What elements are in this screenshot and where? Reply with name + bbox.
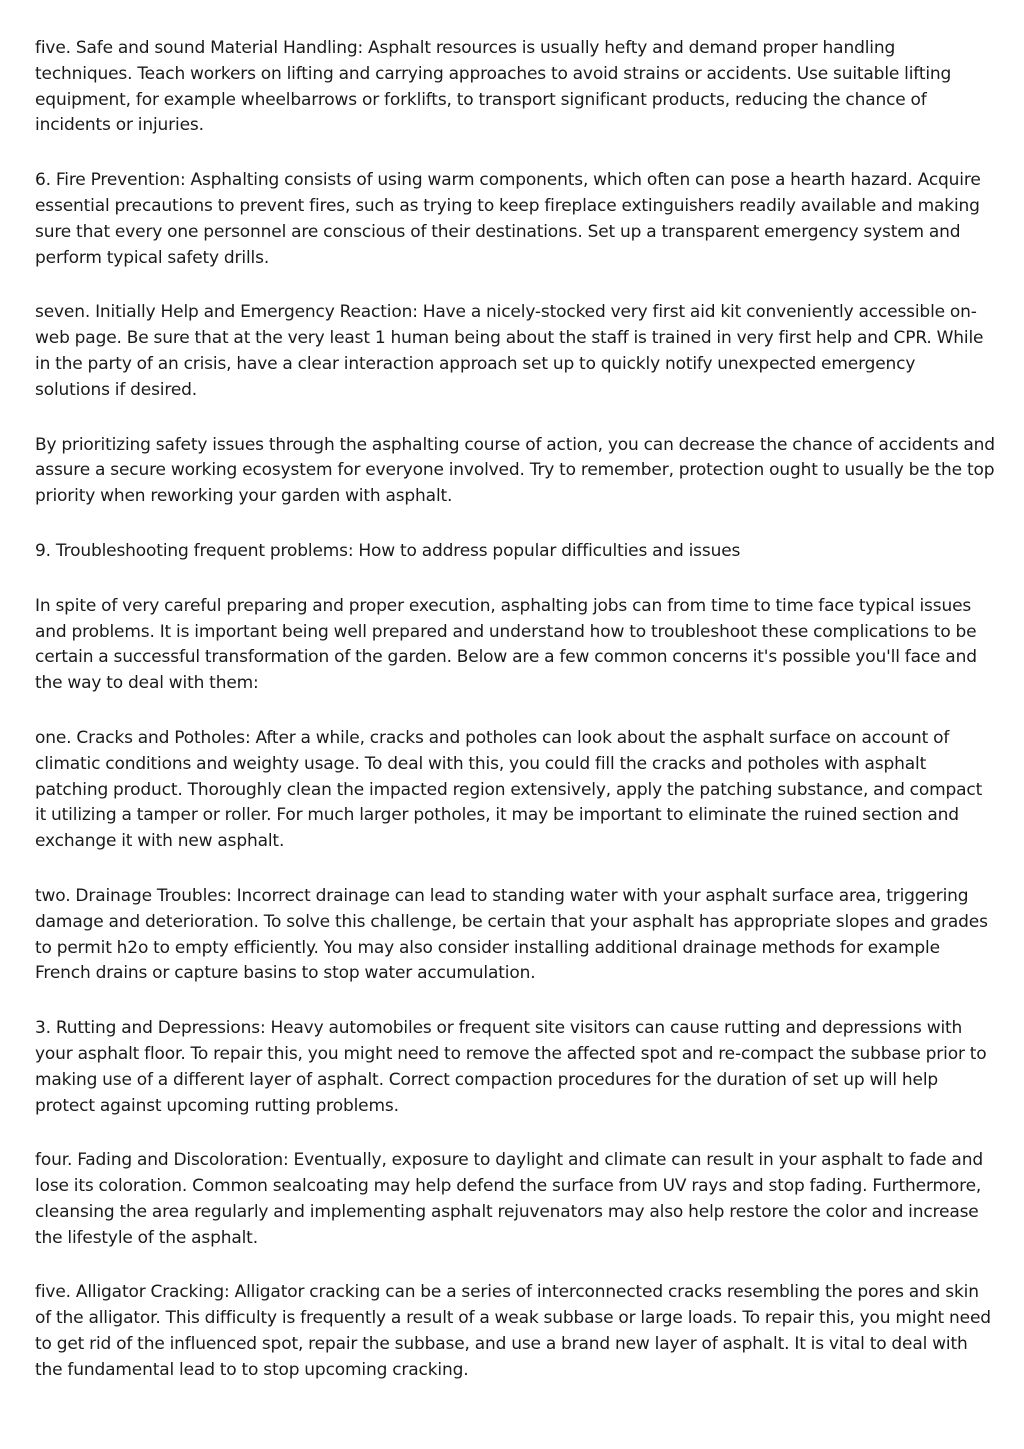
- paragraph-safety-summary: By prioritizing safety issues through the asphalting course of action, you can decrease the chance of accidents and assure a secure working ecosystem for everyone involved. Try to remember, protection ought to usually be the top priority when reworking your garden with asphalt.: [35, 434, 995, 507]
- paragraph-fire-prevention: 6. Fire Prevention: Asphalting consists of using warm components, which often can pose a hearth hazard. Acquire essential precautions to prevent fires, such as trying to keep fireplace extinguishers readily available and making sure that every one personnel are conscious of their destinations. Set up a transparent emergency system and perform typical safety drills.: [35, 170, 981, 268]
- document-page: [35, 36, 995, 1413]
- paragraph-safe-material-handling: five. Safe and sound Material Handling: Asphalt resources is usually hefty and demand proper handling techniques. Teach workers on lifting and carrying approaches to avoid strains or accidents. Use suitable lifting equipment, for example wheelbarrows or forklifts, to transport significant products, reducing the chance of incidents or injuries.: [35, 38, 952, 136]
- paragraph-drainage-troubles: two. Drainage Troubles: Incorrect drainage can lead to standing water with your asphalt surface area, triggering damage and deterioration. To solve this challenge, be certain that your asphalt has appropriate slopes and grades to permit h2o to empty efficiently. You may also consider installing additional drainage methods for example French drains or capture basins to stop water accumulation.: [35, 885, 988, 984]
- paragraph-first-aid: seven. Initially Help and Emergency Reaction: Have a nicely-stocked very first aid kit conveniently accessible on-web page. Be sure that at the very least 1 human being about the staff is trained in very first help and CPR. While in the party of an crisis, have a clear interaction approach set up to quickly notify unexpected emergency solutions if desired.: [35, 302, 984, 400]
- paragraph-rutting-depressions: 3. Rutting and Depressions: Heavy automobiles or frequent site visitors can cause rutting and depressions with your asphalt floor. To repair this, you might need to remove the affected spot and re-compact the subbase prior to making use of a different layer of asphalt. Correct compaction procedures for the duration of set up will help protect against upcoming rutting problems.: [35, 1018, 987, 1116]
- paragraph-alligator-cracking: five. Alligator Cracking: Alligator cracking can be a series of interconnected cracks resembling the pores and skin of the alligator. This difficulty is frequently a result of a weak subbase or large loads. To repair this, you might need to get rid of the influenced spot, repair the subbase, and use a brand new layer of asphalt. It is vital to deal with the fundamental lead to to stop upcoming cracking.: [35, 1282, 991, 1380]
- paragraph-cracks-potholes: one. Cracks and Potholes: After a while, cracks and potholes can look about the asphalt surface on account of climatic conditions and weighty usage. To deal with this, you could fill the cracks and potholes with asphalt patching product. Thoroughly clean the impacted region extensively, apply the patching substance, and compact it utilizing a tamper or roller. For much larger potholes, it may be important to eliminate the ruined section and exchange it with new asphalt.: [35, 727, 983, 852]
- paragraph-troubleshooting-intro: In spite of very careful preparing and proper execution, asphalting jobs can from time to time face typical issues and problems. It is important being well prepared and understand how to troubleshoot these complications to be certain a successful transformation of the garden. Below are a few common concerns it's possible you'll face and the way to deal with them:: [35, 595, 977, 694]
- section-heading-troubleshooting: 9. Troubleshooting frequent problems: How to address popular difficulties and issues: [35, 540, 741, 561]
- paragraph-fading-discoloration: four. Fading and Discoloration: Eventually, exposure to daylight and climate can result in your asphalt to fade and lose its coloration. Common sealcoating may help defend the surface from UV rays and stop fading. Furthermore, cleansing the area regularly and implementing asphalt rejuvenators may also help restore the color and increase the lifestyle of the asphalt.: [35, 1150, 983, 1248]
